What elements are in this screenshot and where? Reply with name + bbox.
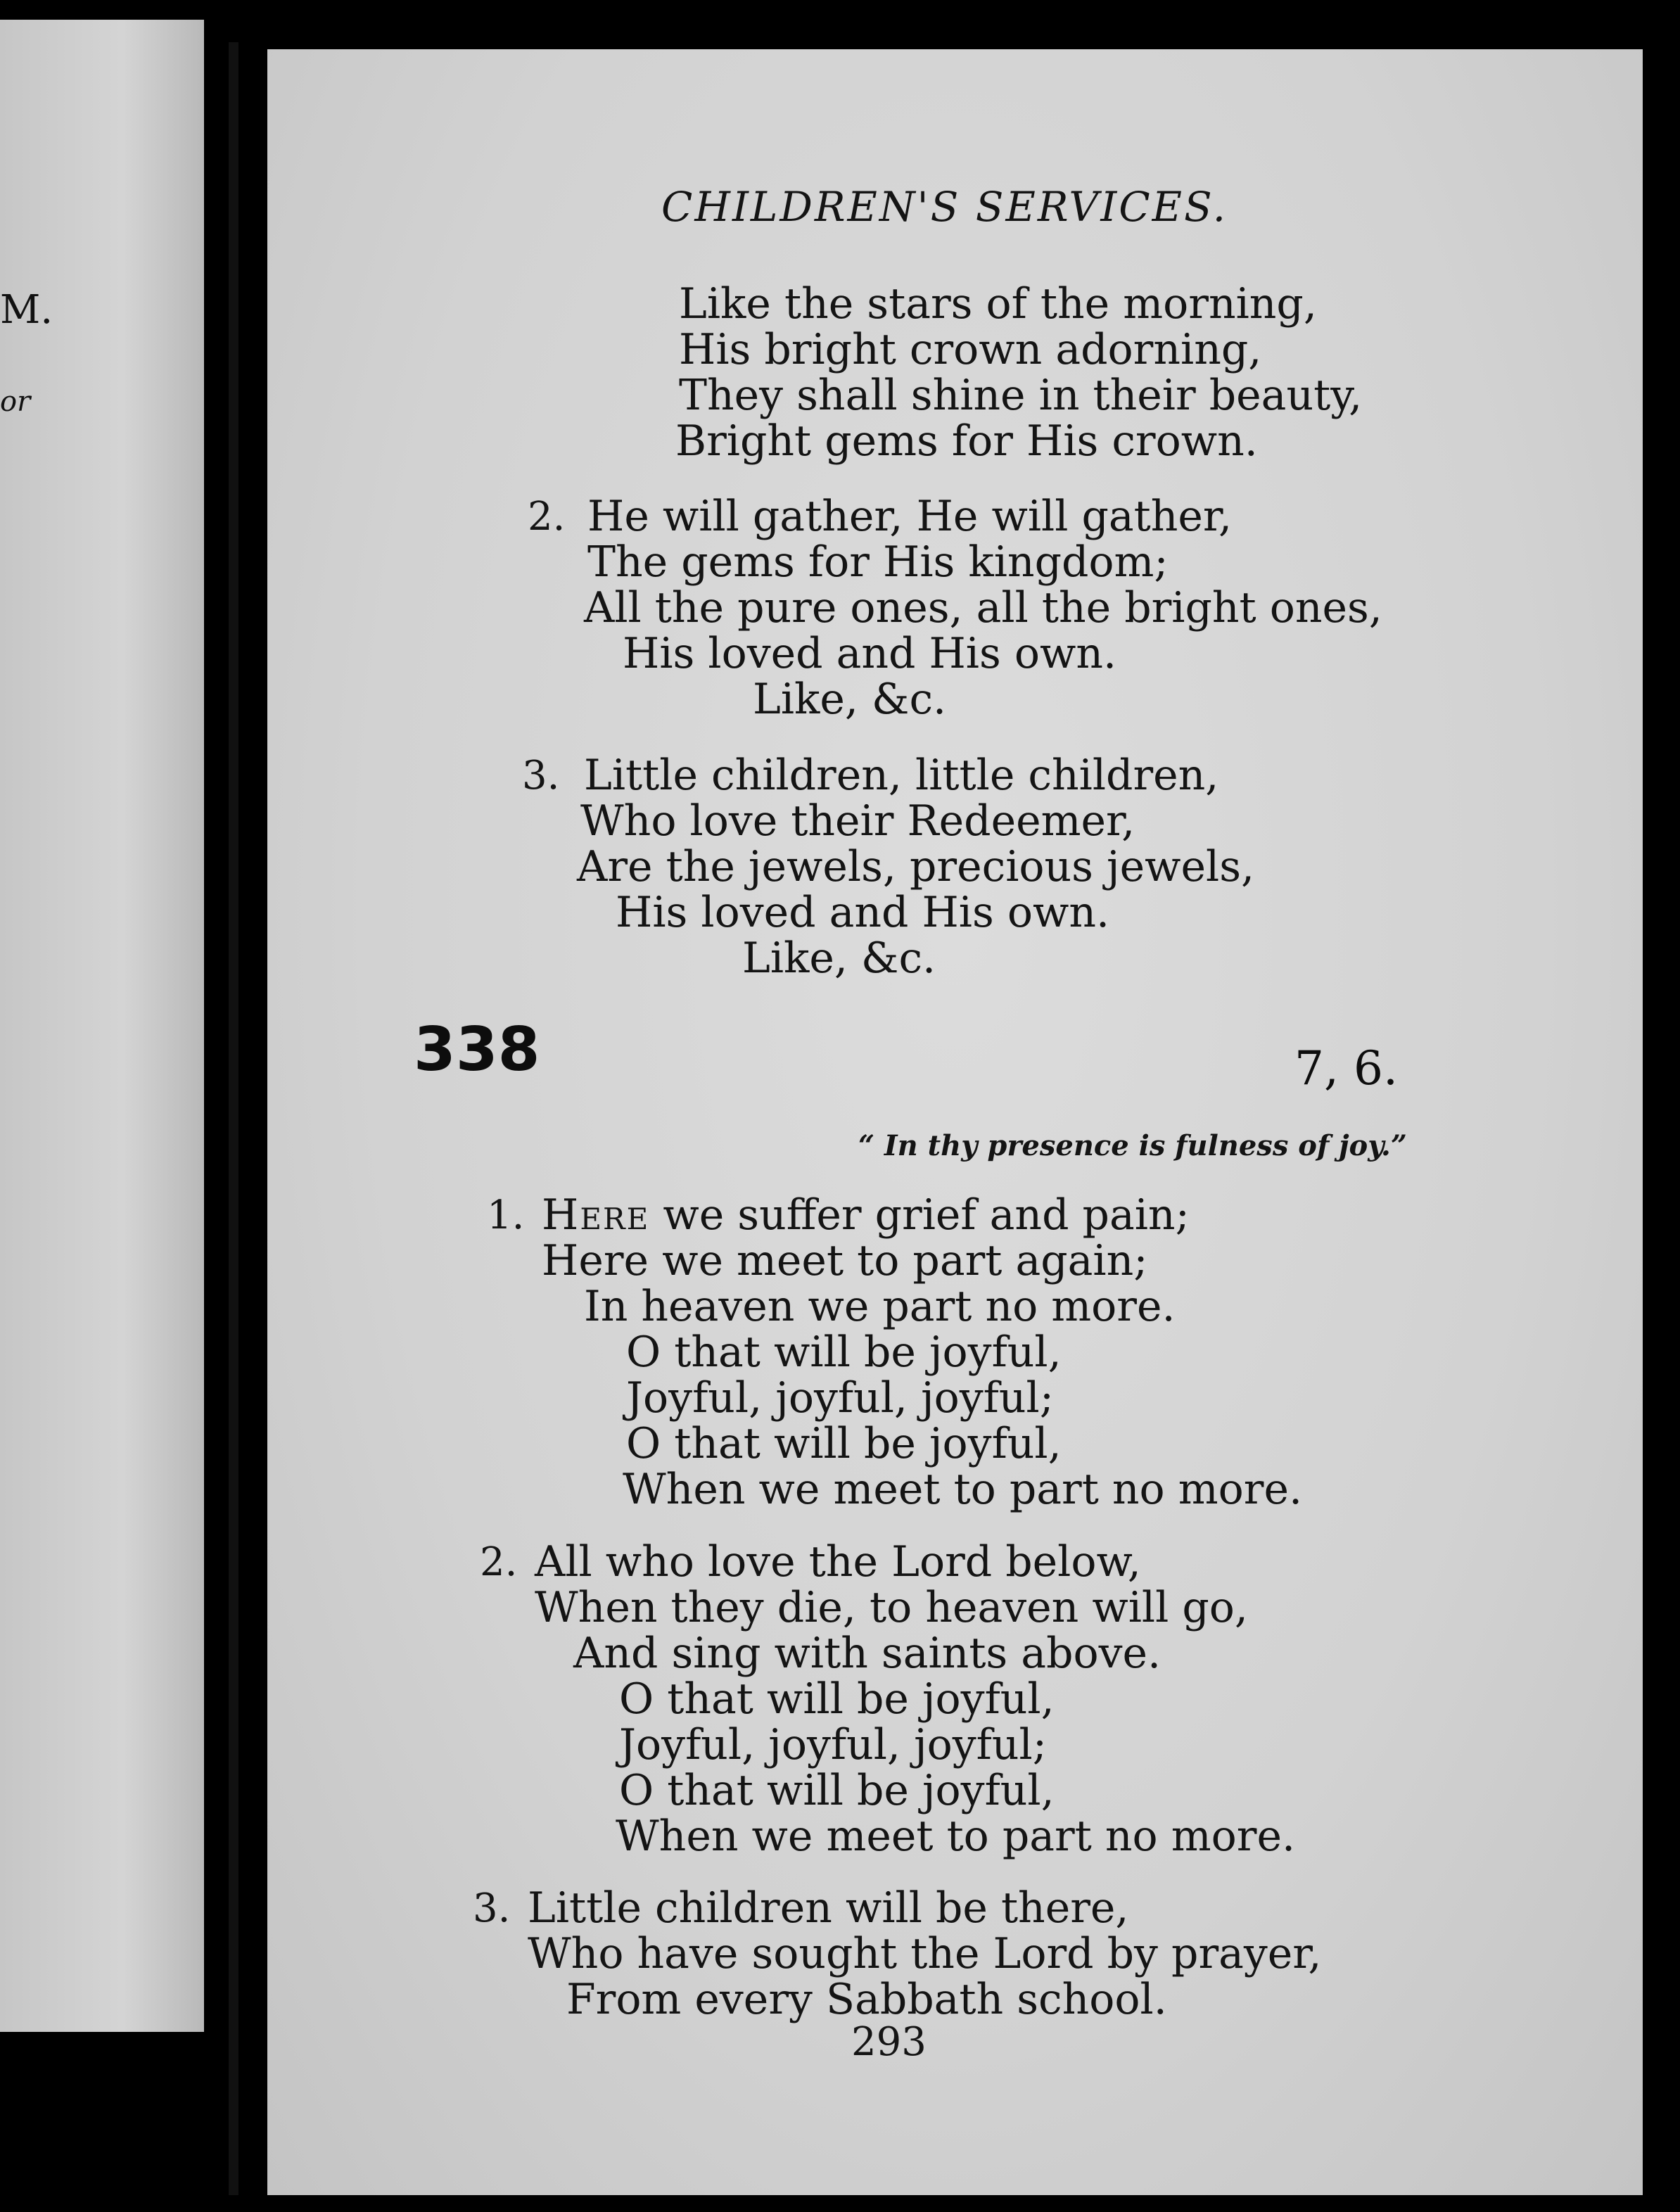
hymn-line: He will gather, He will gather, <box>587 492 1233 541</box>
refrain-cue: Like, &c. <box>742 934 936 983</box>
hymn-line: His loved and His own. <box>616 888 1110 937</box>
hymn-line: His bright crown adorning, <box>679 325 1262 374</box>
verse-number: 2. <box>528 494 566 540</box>
hymn-meter: 7, 6. <box>1294 1041 1398 1095</box>
hymn-line: Who have sought the Lord by prayer, <box>528 1929 1322 1978</box>
running-head: CHILDREN'S SERVICES. <box>661 183 1228 231</box>
previous-page-edge <box>0 20 204 2032</box>
gutter-shadow <box>229 42 238 2195</box>
hymn-first-word: Here <box>542 1190 650 1240</box>
hymn-line: O that will be joyful, <box>619 1766 1055 1815</box>
hymn-line: When they die, to heaven will go, <box>535 1583 1248 1632</box>
previous-page-fragment: or <box>0 386 31 418</box>
hymn-line: Joyful, joyful, joyful; <box>626 1373 1054 1423</box>
hymn-line: His loved and His own. <box>623 629 1117 678</box>
hymn-line: Who love their Redeemer, <box>580 796 1135 846</box>
hymn-number: 338 <box>414 1015 540 1085</box>
hymn-line: When we meet to part no more. <box>623 1465 1303 1514</box>
refrain-cue: Like, &c. <box>753 675 947 724</box>
hymn-line: When we meet to part no more. <box>616 1812 1296 1861</box>
verse-number: 3. <box>522 753 560 799</box>
hymn-line: They shall shine in their beauty, <box>679 371 1363 420</box>
hymn-line: Are the jewels, precious jewels, <box>577 842 1255 891</box>
hymn-first-line <box>542 1190 1190 1240</box>
hymn-line: O that will be joyful, <box>626 1419 1062 1468</box>
hymn-line: All who love the Lord below, <box>535 1537 1141 1587</box>
hymn-line: The gems for His kingdom; <box>587 538 1169 587</box>
hymn-line: Here we meet to part again; <box>542 1236 1148 1285</box>
previous-page-fragment: M. <box>0 287 53 333</box>
hymn-line: And sing with saints above. <box>573 1629 1162 1678</box>
hymn-epigraph: “ In thy presence is fulness of joy.” <box>858 1129 1407 1162</box>
hymn-line: Bright gems for His crown. <box>675 417 1258 466</box>
hymn-line: All the pure ones, all the bright ones, <box>584 583 1382 633</box>
hymn-line: Little children, little children, <box>584 751 1219 800</box>
hymn-line: Joyful, joyful, joyful; <box>619 1720 1047 1769</box>
hymn-line: Little children will be there, <box>528 1883 1129 1933</box>
verse-number: 1. <box>487 1193 525 1238</box>
hymnal-page <box>267 49 1643 2195</box>
hymn-line: O that will be joyful, <box>626 1328 1062 1377</box>
hymn-line: Like the stars of the morning, <box>679 279 1317 329</box>
hymn-first-line-rest: we suffer grief and pain; <box>649 1190 1190 1240</box>
hymn-line: O that will be joyful, <box>619 1674 1055 1724</box>
hymn-line: From every Sabbath school. <box>566 1975 1167 2024</box>
verse-number: 3. <box>473 1886 511 1931</box>
verse-number: 2. <box>480 1539 518 1585</box>
hymn-line: In heaven we part no more. <box>584 1282 1176 1331</box>
page-number: 293 <box>851 2019 927 2065</box>
